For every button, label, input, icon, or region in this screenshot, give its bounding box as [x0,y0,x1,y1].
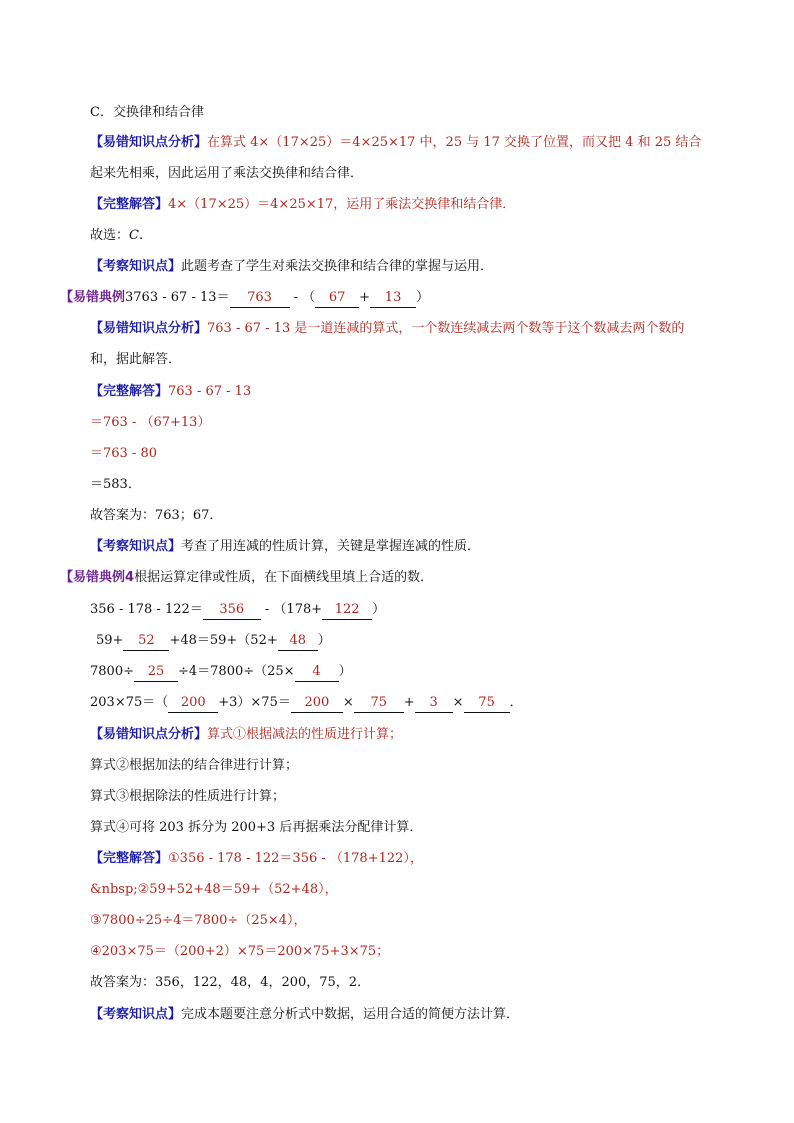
expr-text: 7800÷ [90,664,134,679]
answer-line [90,196,515,214]
step-line: ＝583． [90,477,141,492]
analysis-line-4: 算式④可将 203 拆分为 200+3 后再据乘法分配律计算． [90,820,423,835]
example-question [60,289,429,308]
answer-line [90,850,423,868]
expr-text: ） [338,664,352,679]
answer-line [90,383,251,401]
analysis-line [90,320,684,338]
check-tag: 【考察知识点】 [90,259,182,274]
check-tag: 【考察知识点】 [90,539,182,554]
answer-blank[interactable]: 75 [464,694,510,713]
example-intro [60,569,433,587]
analysis-text: 763 - 67 - 13 是一道连减的算式，一个数连续减去两个数等于这个数减去两个数的 [207,321,685,336]
analysis-line-2: 和，据此解答． [90,352,182,367]
expr-text: 356 - 178 - 122＝ [90,602,203,617]
check-line [90,538,480,556]
analysis-line-3: 算式③根据除法的性质进行计算； [90,789,286,804]
choice-suffix: . [138,228,144,243]
expr-text: ） [372,602,386,617]
check-line [90,258,493,276]
final-answer: 故答案为：763；67． [90,508,223,523]
expr-text: ． [509,695,523,710]
answer-text: ①356 - 178 - 122＝356 - （178+122）， [168,851,423,866]
fill-row-4 [90,694,523,713]
expr-text: × [342,695,354,710]
expr-text: + [403,695,415,710]
check-text: 完成本题要注意分析式中数据，运用合适的简便方法计算． [181,1007,520,1022]
choice-line [90,227,143,245]
choice-value: C [129,228,139,243]
answer-blank[interactable]: 52 [123,632,169,651]
expr-text: × [452,695,464,710]
expr-text: 59+ [96,633,124,648]
expr-text: +48＝59+（52+ [169,633,278,648]
analysis-tag: 【易错知识点分析】 [90,727,208,742]
analysis-line-2: 起来先相乘，因此运用了乘法交换律和结合律． [90,166,364,181]
choice-prefix: 故选： [90,228,130,243]
q-mid: - （ [293,290,316,305]
fill-row-1 [90,601,385,620]
answer-blank[interactable]: 763 [230,289,290,308]
analysis-line [90,726,402,744]
answer-blank[interactable]: 25 [134,663,178,682]
expr-text: ÷4＝7800÷（25× [177,664,295,679]
option-c: C．交换律和结合律 [90,105,204,120]
final-answer: 故答案为：356，122，48，4，200，75，2． [90,975,371,990]
answer-blank[interactable]: 13 [370,289,416,308]
answer-blank[interactable]: 122 [322,601,372,620]
answer-blank[interactable]: 75 [354,694,404,713]
answer-blank[interactable]: 356 [203,601,261,620]
answer-blank[interactable]: 200 [291,694,343,713]
answer-step: &nbsp;②59+52+48＝59+（52+48）， [90,882,338,897]
answer-blank[interactable]: 48 [278,632,318,651]
expr-text: +3）×75＝ [218,695,291,710]
answer-tag: 【完整解答】 [90,851,169,866]
q-prefix: 3763 - 67 - 13＝ [125,290,230,305]
example-number: 4 [125,570,135,585]
analysis-tag: 【易错知识点分析】 [90,135,208,150]
expr-text: - （178+ [264,602,323,617]
step-line: ＝763 - （67+13） [90,415,211,430]
check-tag: 【考察知识点】 [90,1007,182,1022]
answer-text: 763 - 67 - 13 [168,384,252,399]
q-end: ） [416,290,430,305]
analysis-text: 在算式 4×（17×25）＝4×25×17 中，25 与 17 交换了位置，而又把 4 和 25 结合 [207,135,702,150]
fill-row-2 [96,632,331,651]
example-tag: 【易错典例 [60,290,126,305]
example-intro-text: 根据运算定律或性质，在下面横线里填上合适的数． [134,570,434,585]
answer-tag: 【完整解答】 [90,384,169,399]
answer-blank[interactable]: 200 [168,694,218,713]
analysis-tag: 【易错知识点分析】 [90,321,208,336]
expr-text: 203×75＝（ [90,695,169,710]
answer-step: ④203×75＝（200+2）×75＝200×75+3×75； [90,944,390,959]
step-line: ＝763 - 80 [90,446,158,461]
check-line [90,1006,519,1024]
answer-tag: 【完整解答】 [90,197,169,212]
analysis-text: 算式①根据减法的性质进行计算； [207,727,403,742]
answer-blank[interactable]: 67 [315,289,359,308]
q-plus: + [359,290,371,305]
check-text: 考查了用连减的性质计算，关键是掌握连减的性质． [181,539,481,554]
check-text: 此题考查了学生对乘法交换律和结合律的掌握与运用． [181,259,494,274]
fill-row-3 [90,663,352,682]
answer-text: 4×（17×25）＝4×25×17，运用了乘法交换律和结合律． [168,197,516,212]
answer-blank[interactable]: 4 [295,663,339,682]
analysis-line-2: 算式②根据加法的结合律进行计算； [90,758,299,773]
expr-text: ） [317,633,331,648]
example-tag: 【易错典例 [60,570,126,585]
answer-step: ③7800÷25÷4＝7800÷（25×4）， [90,913,307,928]
analysis-line [90,134,701,152]
answer-blank[interactable]: 3 [415,694,453,713]
